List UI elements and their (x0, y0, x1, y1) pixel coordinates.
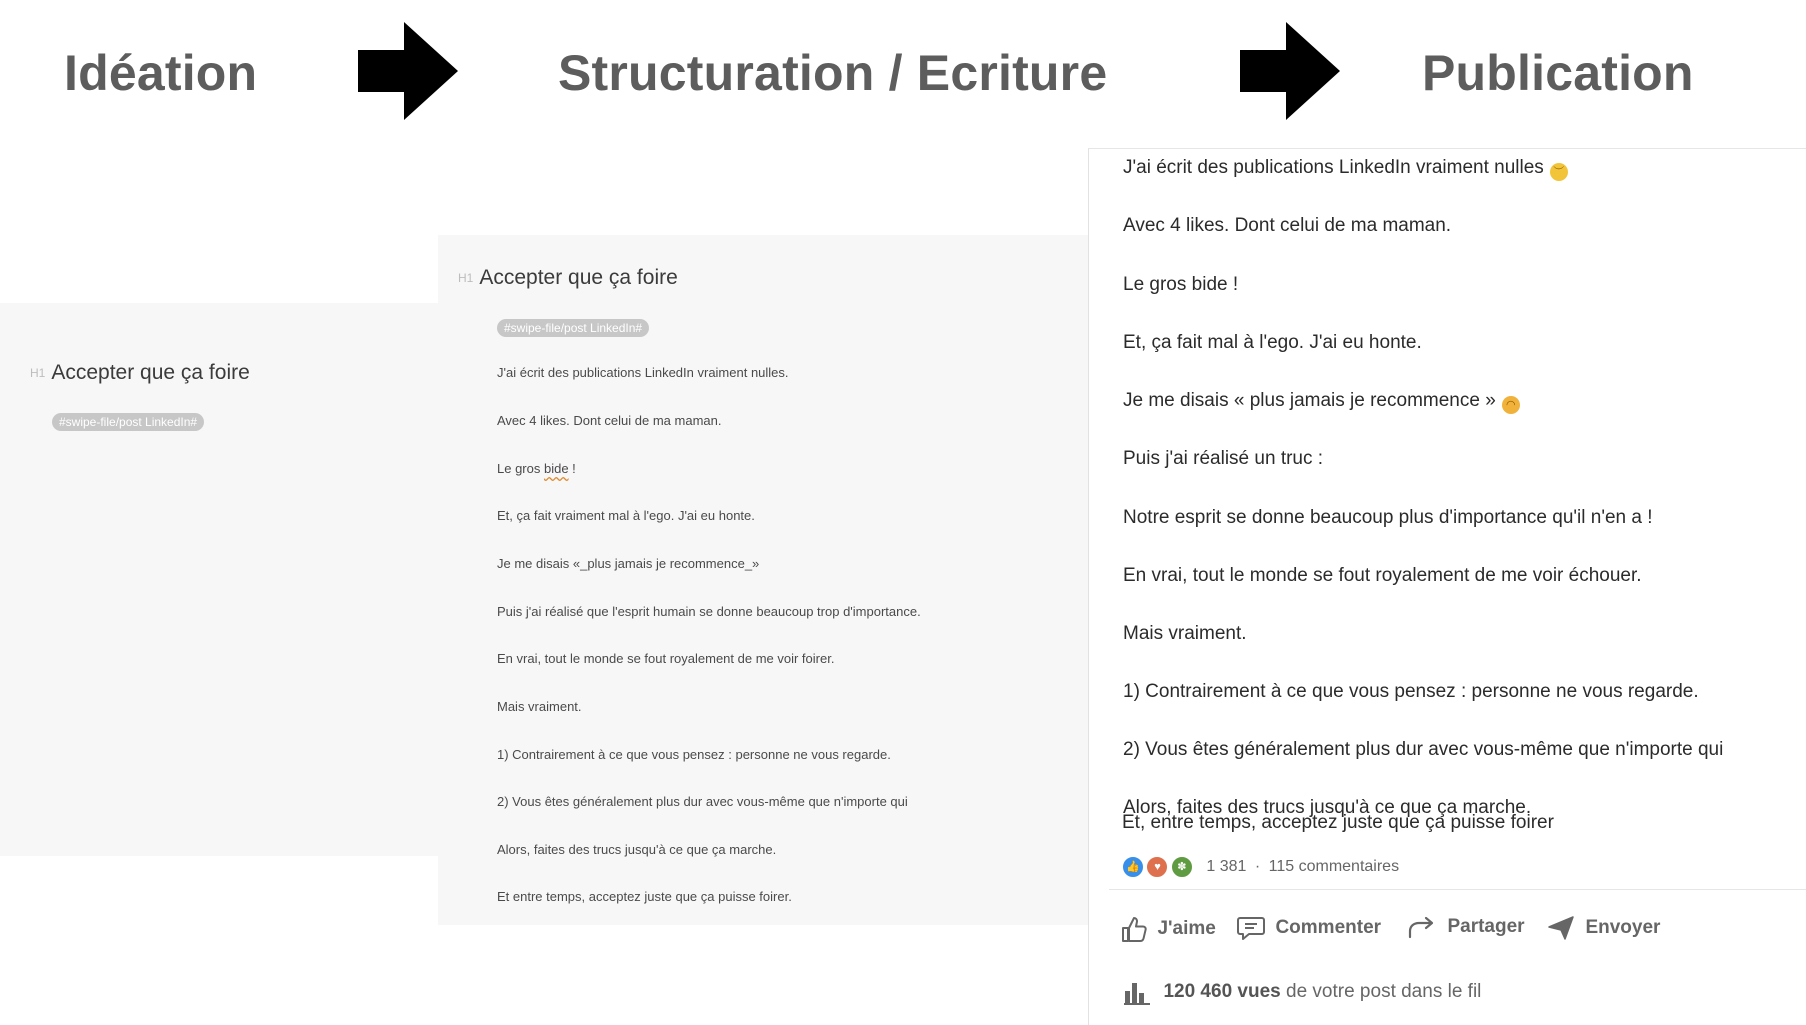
note-line[interactable]: Puis j'ai réalisé que l'esprit humain se donne beaucoup trop d'importance. (497, 604, 921, 619)
love-reaction-icon: ♥ (1145, 855, 1169, 879)
note-line[interactable]: 2) Vous êtes généralement plus dur avec vous-même que n'importe qui (497, 794, 908, 809)
post-line (1123, 157, 1568, 181)
note-title: Accepter que ça foire (51, 361, 250, 384)
share-arrow-icon (1407, 915, 1437, 939)
heading-level-icon: H1 (458, 271, 474, 285)
linkedin-post-panel (1088, 148, 1806, 1025)
reactions-count[interactable]: 1 381 (1206, 858, 1247, 875)
post-line: Et, ça fait mal à l'ego. J'ai eu honte. (1123, 332, 1422, 353)
arrow-right-icon (358, 22, 458, 120)
note-line[interactable]: 1) Contrairement à ce que vous pensez : personne ne vous regarde. (497, 747, 891, 762)
share-label: Partager (1447, 916, 1525, 937)
heading-level-icon: H1 (30, 366, 46, 380)
post-line: Notre esprit se donne beaucoup plus d'importance qu'il n'en a ! (1123, 507, 1653, 528)
post-line-text: J'ai écrit des publications LinkedIn vraiment nulles (1123, 157, 1544, 178)
speech-bubble-icon (1237, 915, 1265, 941)
note-line[interactable] (497, 461, 576, 476)
spellcheck-flagged-word[interactable]: bide (543, 461, 569, 476)
post-views[interactable] (1123, 979, 1481, 1005)
post-line: En vrai, tout le monde se fout royalement de me voir échouer. (1123, 565, 1642, 586)
paper-plane-icon (1547, 915, 1575, 941)
note-line[interactable]: Et, ça fait vraiment mal à l'ego. J'ai eu honte. (497, 508, 755, 523)
like-button[interactable] (1121, 915, 1216, 947)
send-label: Envoyer (1585, 917, 1661, 938)
separator: · (1254, 858, 1261, 875)
note-heading (458, 266, 678, 290)
comment-label: Commenter (1275, 917, 1382, 938)
post-line: Mais vraiment. (1123, 623, 1247, 644)
post-line-text: Je me disais « plus jamais je recommence » (1123, 390, 1496, 411)
note-line[interactable]: Et entre temps, acceptez juste que ça puisse foirer. (497, 889, 792, 904)
note-tag[interactable]: #swipe-file/post LinkedIn# (52, 413, 204, 431)
note-line[interactable]: En vrai, tout le monde se fout royalement de me voir foirer. (497, 651, 835, 666)
note-line[interactable]: Avec 4 likes. Dont celui de ma maman. (497, 413, 722, 428)
post-line: Alors, faites des trucs jusqu'à ce que ça marche. (1123, 797, 1532, 818)
send-button[interactable] (1547, 915, 1660, 947)
views-count: 120 460 vues (1163, 981, 1281, 1002)
note-tag[interactable]: #swipe-file/post LinkedIn# (497, 319, 649, 337)
comment-button[interactable] (1237, 915, 1381, 947)
note-line-prefix: Le gros (497, 461, 544, 476)
note-line-suffix: ! (568, 461, 576, 476)
arrow-right-icon (1240, 22, 1340, 120)
note-line[interactable]: Mais vraiment. (497, 699, 582, 714)
share-button[interactable] (1407, 915, 1525, 947)
stage-title-publication: Publication (1422, 45, 1694, 101)
post-line: 2) Vous êtes généralement plus dur avec vous-même que n'importe qui (1123, 739, 1724, 760)
like-label: J'aime (1157, 918, 1216, 939)
note-line[interactable]: J'ai écrit des publications LinkedIn vraiment nulles. (497, 365, 789, 380)
stage-title-ideation: Idéation (64, 45, 258, 101)
thumbs-up-icon (1121, 915, 1147, 943)
post-line: Et, entre temps, acceptez juste que ça puisse foirer (1122, 812, 1554, 833)
views-suffix: de votre post dans le fil (1280, 981, 1482, 1002)
post-line (1123, 390, 1520, 414)
bar-chart-icon (1123, 979, 1151, 1005)
note-line[interactable]: Je me disais «_plus jamais je recommence_» (497, 556, 760, 571)
post-line: 1) Contrairement à ce que vous pensez : personne ne vous regarde. (1123, 681, 1699, 702)
ideation-note-panel (0, 303, 438, 856)
note-title: Accepter que ça foire (479, 266, 678, 289)
writing-note-panel (438, 235, 1088, 925)
stage-title-writing: Structuration / Ecriture (558, 45, 1108, 101)
post-line: Le gros bide ! (1123, 274, 1239, 295)
pensive-face-emoji: ︶ (1550, 163, 1568, 181)
note-line[interactable]: Alors, faites des trucs jusqu'à ce que ça marche. (497, 842, 777, 857)
weary-face-emoji: ◠ (1502, 396, 1520, 414)
post-line: Avec 4 likes. Dont celui de ma maman. (1123, 215, 1452, 236)
like-reaction-icon: 👍 (1121, 855, 1145, 879)
note-heading (30, 361, 250, 385)
comments-count[interactable]: 115 commentaires (1268, 858, 1400, 875)
reactions-summary[interactable] (1121, 855, 1399, 879)
insightful-reaction-icon: ✽ (1170, 855, 1194, 879)
post-line: Puis j'ai réalisé un truc : (1123, 448, 1324, 469)
divider (1109, 889, 1806, 890)
